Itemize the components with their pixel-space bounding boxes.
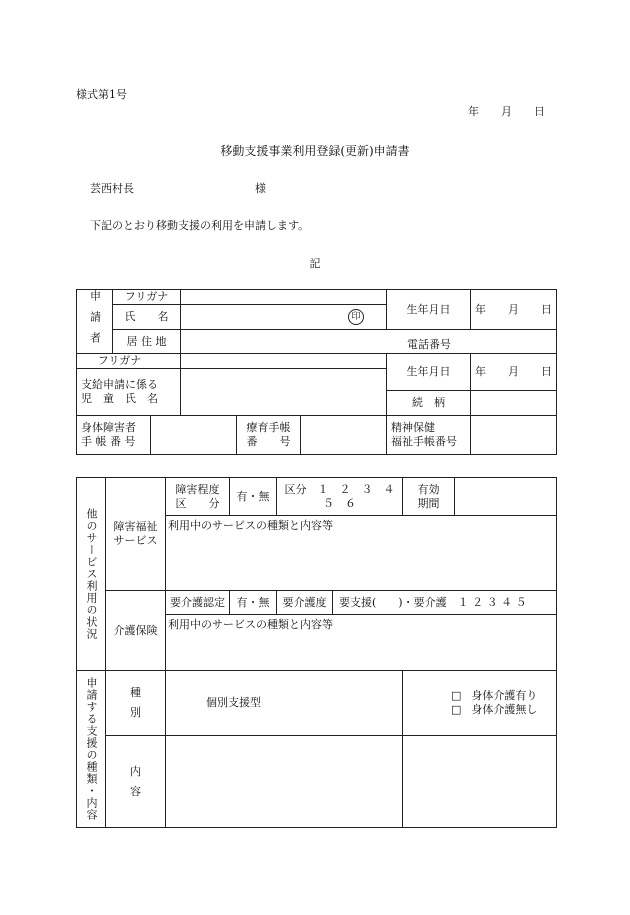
phone-label: 電話番号 bbox=[407, 338, 452, 351]
mental-cert-field[interactable] bbox=[471, 416, 557, 455]
services-table bbox=[76, 477, 557, 828]
mental-cert-label: 精神保健 福祉手帳番号 bbox=[387, 416, 471, 455]
applicant-furigana-label: フリガナ bbox=[113, 290, 181, 305]
requested-support-label: 申請する支援の種類・内容 bbox=[77, 671, 106, 828]
child-birth-field[interactable]: 年 月 日 bbox=[471, 354, 557, 391]
application-date[interactable]: 年 月 日 bbox=[468, 105, 545, 118]
welfare-usage-field[interactable]: 利用中のサービスの種類と内容等 bbox=[166, 516, 557, 591]
honorific: 様 bbox=[255, 182, 266, 195]
support-content-field-left[interactable] bbox=[166, 736, 403, 828]
relation-label: 続 柄 bbox=[387, 391, 471, 416]
valid-period-label: 有効 期間 bbox=[403, 478, 455, 516]
care-level-options[interactable]: 要支援( )・要介護 １ ２ ３ ４ ５ bbox=[333, 591, 557, 615]
child-name-field[interactable] bbox=[181, 369, 387, 416]
option-with-physical-care[interactable]: □ 身体介護有り bbox=[451, 689, 538, 702]
applicant-address-label: 居 住 地 bbox=[113, 330, 181, 354]
applicant-birth-label: 生年月日 bbox=[387, 290, 471, 330]
applicant-name-label: 氏 名 bbox=[113, 305, 181, 330]
support-type-value: 個別支援型 bbox=[166, 671, 403, 736]
rehab-cert-label: 療育手帳 番 号 bbox=[237, 416, 301, 455]
support-type-label: 種 別 bbox=[106, 671, 166, 736]
checkbox-icon[interactable]: □ bbox=[451, 689, 462, 702]
physical-cert-label: 身体障害者 手 帳 番 号 bbox=[77, 416, 151, 455]
disability-class-options[interactable]: 区分 １ ２ ３ ４ ５ ６ bbox=[277, 478, 403, 516]
ki-label: 記 bbox=[309, 257, 321, 270]
support-content-label: 内 容 bbox=[106, 736, 166, 828]
intro-text: 下記のとおり移動支援の利用を申請します。 bbox=[90, 219, 310, 232]
checkbox-icon[interactable]: □ bbox=[451, 703, 462, 716]
support-content-field-right[interactable] bbox=[403, 736, 557, 828]
relation-field[interactable] bbox=[471, 391, 557, 416]
option-without-physical-care[interactable]: □ 身体介護無し bbox=[451, 703, 538, 716]
applicant-address-field[interactable] bbox=[181, 330, 557, 354]
applicant-birth-field[interactable]: 年 月 日 bbox=[471, 290, 557, 330]
care-insurance-label: 介護保険 bbox=[106, 591, 166, 671]
care-usage-field[interactable]: 利用中のサービスの種類と内容等 bbox=[166, 615, 557, 671]
care-cert-label: 要介護認定 bbox=[166, 591, 230, 615]
applicant-table bbox=[76, 289, 557, 455]
document-title: 移動支援事業利用登録(更新)申請書 bbox=[220, 144, 410, 158]
applicant-name-field[interactable] bbox=[181, 305, 387, 330]
applicant-furigana-field[interactable] bbox=[181, 290, 387, 305]
welfare-yes-no[interactable]: 有・無 bbox=[230, 478, 277, 516]
addressee: 芸西村長 bbox=[90, 182, 134, 195]
rehab-cert-field[interactable] bbox=[301, 416, 387, 455]
support-type-options bbox=[403, 671, 557, 736]
applicant-section-label: 申請者 bbox=[77, 290, 113, 354]
child-name-label: 支給申請に係る 児 童 氏 名 bbox=[77, 369, 181, 416]
child-birth-label: 生年月日 bbox=[387, 354, 471, 391]
disability-degree-label: 障害程度 区 分 bbox=[166, 478, 230, 516]
child-furigana-field[interactable] bbox=[181, 354, 387, 369]
care-degree-label: 要介護度 bbox=[277, 591, 333, 615]
care-yes-no[interactable]: 有・無 bbox=[230, 591, 277, 615]
child-furigana-label: フリガナ bbox=[77, 354, 181, 369]
physical-cert-field[interactable] bbox=[151, 416, 237, 455]
seal-icon: 印 bbox=[348, 309, 364, 325]
form-number: 様式第1号 bbox=[76, 88, 127, 101]
other-services-label: 他のサービス利用の状況 bbox=[77, 478, 106, 671]
welfare-service-label: 障害福祉 サービス bbox=[106, 478, 166, 591]
valid-period-field[interactable] bbox=[455, 478, 557, 516]
